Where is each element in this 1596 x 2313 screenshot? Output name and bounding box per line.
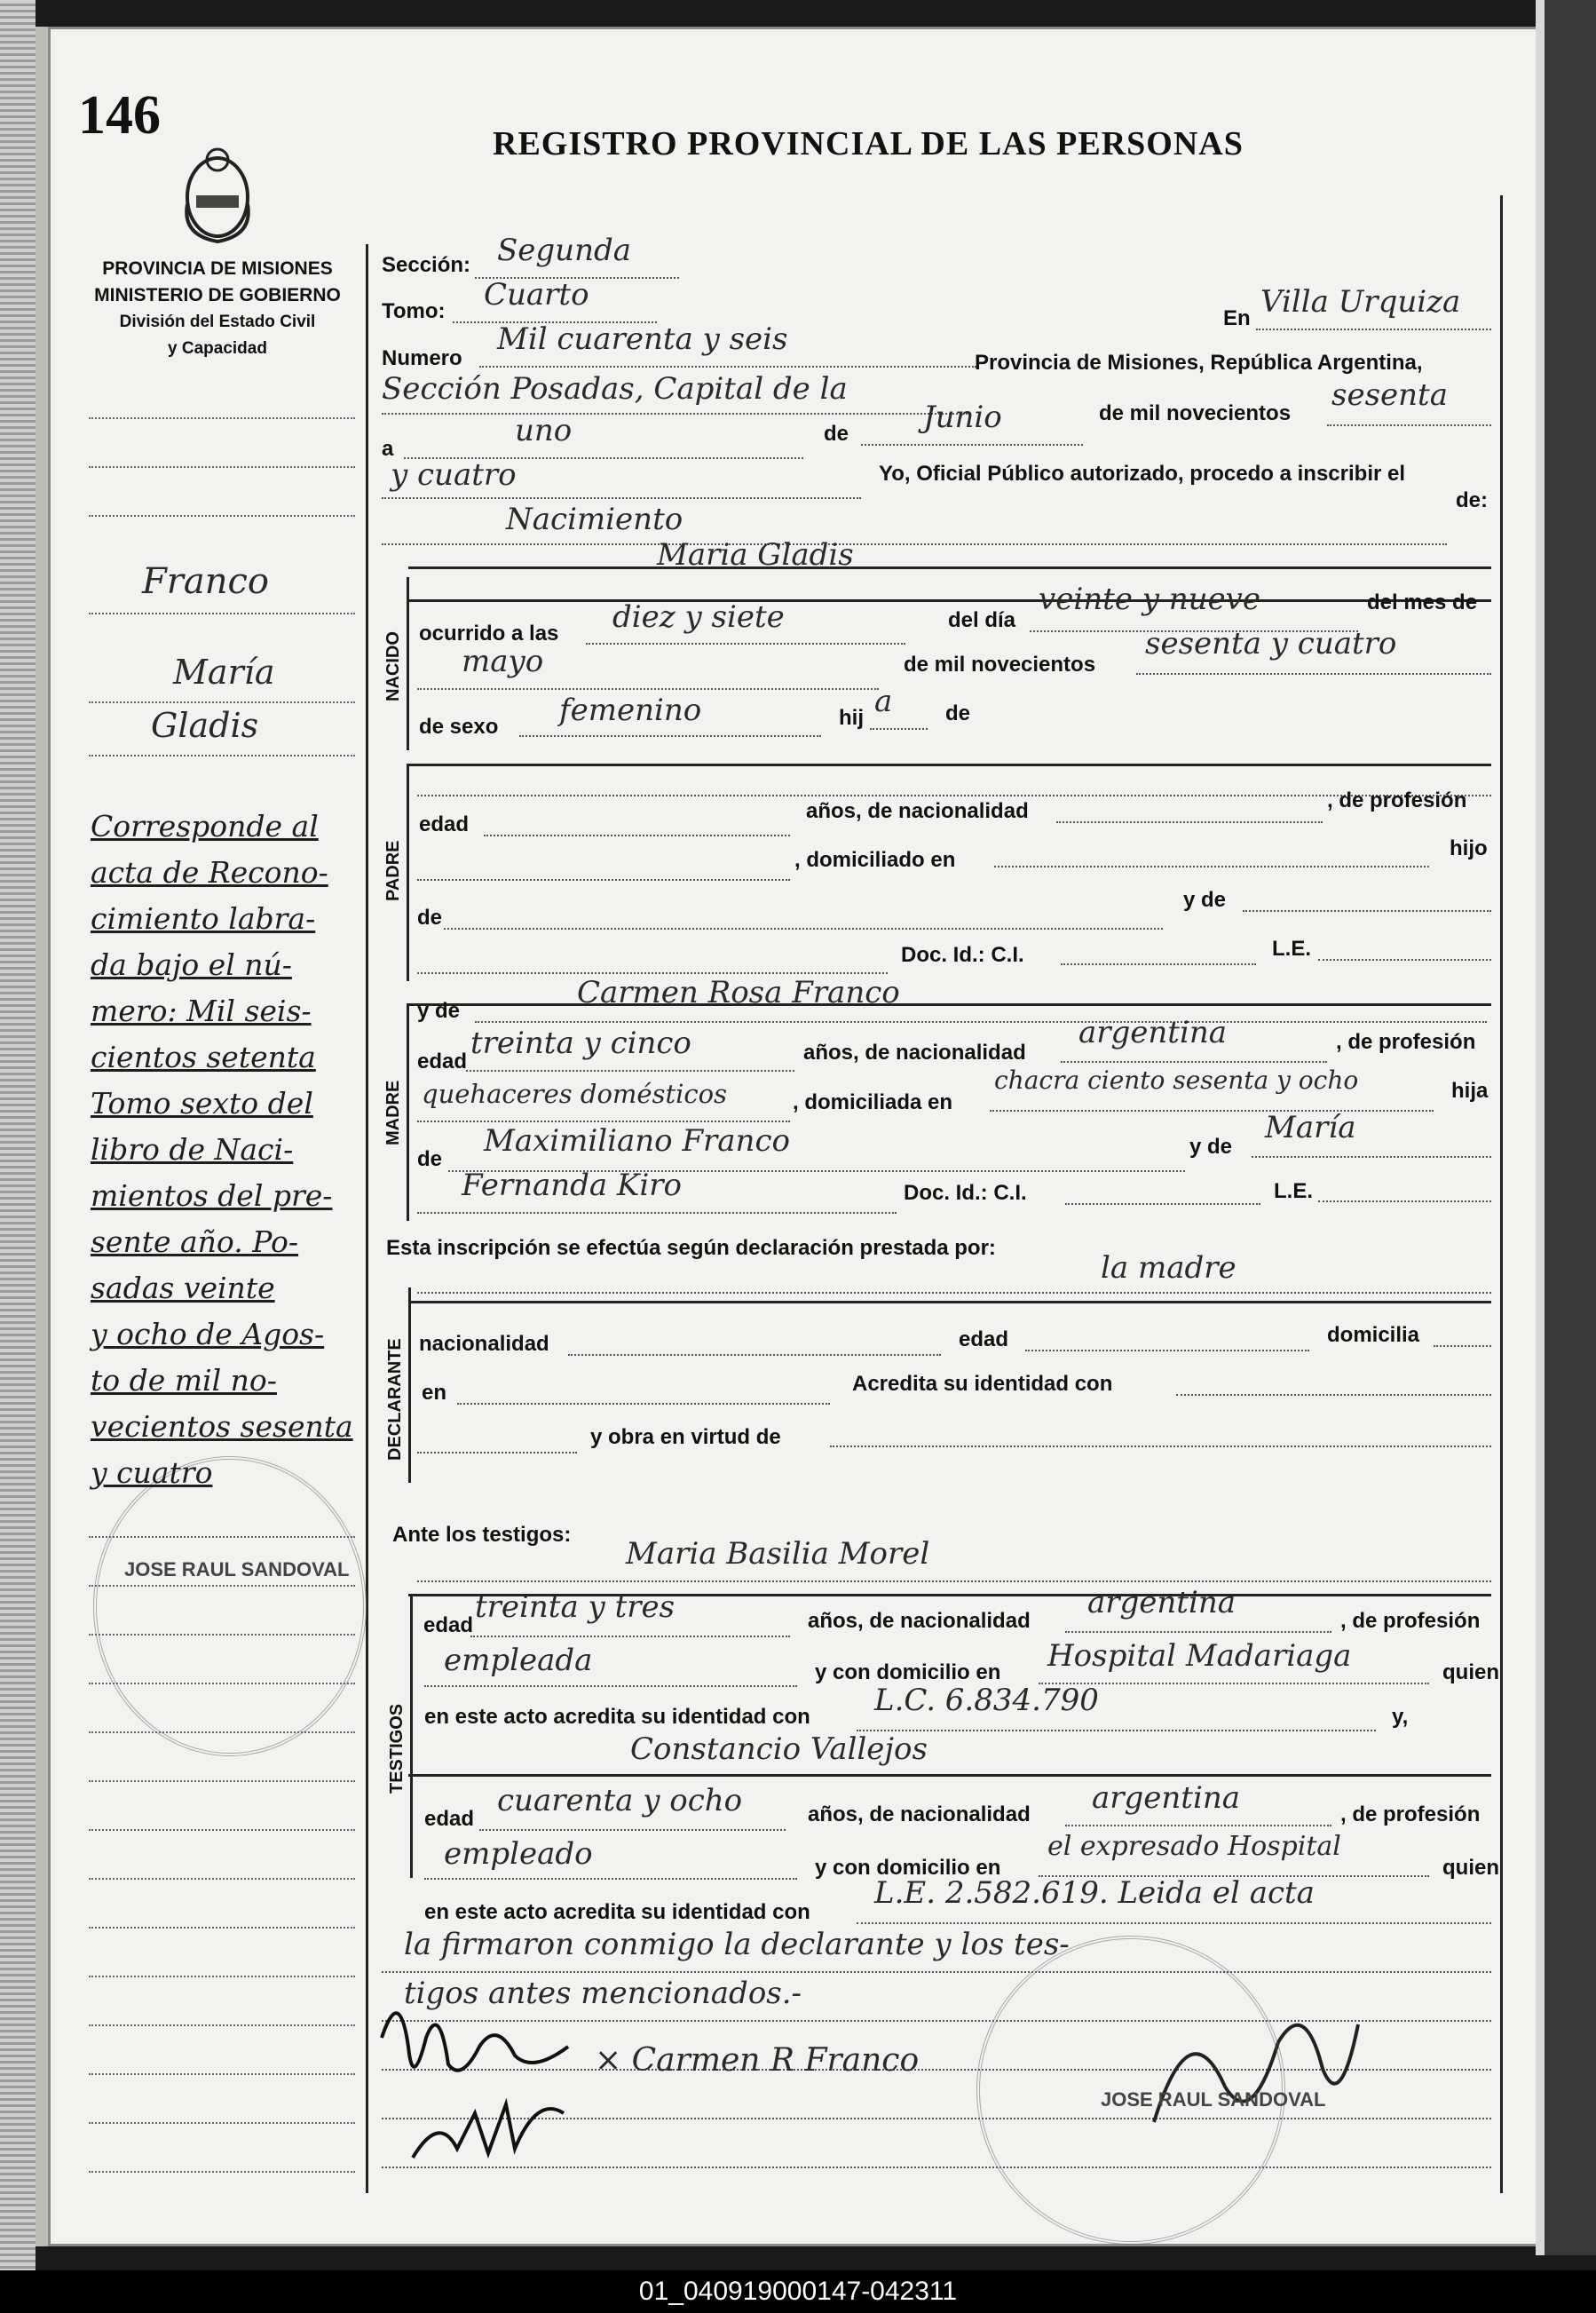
testigo1-doc-value: L.C. 6.834.790 bbox=[874, 1683, 1099, 1718]
madre-edad-label: edad bbox=[417, 1050, 468, 1073]
madre-dom-dotted-line bbox=[990, 1110, 1434, 1112]
padre-hijo-label: hijo bbox=[1450, 836, 1488, 860]
en-value: Villa Urquiza bbox=[1260, 284, 1461, 320]
margin-dotted-line bbox=[89, 466, 355, 468]
testigos-intro: Ante los testigos: bbox=[392, 1523, 572, 1547]
madre-y-de2-label: y de bbox=[1189, 1135, 1233, 1159]
madre-edad-value: treinta y cinco bbox=[470, 1026, 691, 1061]
padre-le-label: L.E. bbox=[1272, 937, 1312, 961]
margin-note-line: y cuatro bbox=[91, 1455, 213, 1490]
numero-value: Mil cuarenta y seis bbox=[497, 321, 788, 357]
testigo1-nacionalidad-value: argentina bbox=[1087, 1585, 1237, 1620]
ocurrido-label: ocurrido a las bbox=[419, 622, 559, 646]
margin-given-name-1: María bbox=[173, 653, 275, 692]
adjacent-page-edge bbox=[1536, 0, 1596, 2255]
hour-dotted-line bbox=[586, 643, 905, 645]
ministry-line-division: División del Estado Civil bbox=[119, 313, 316, 331]
madre-de-label: de bbox=[417, 1147, 443, 1171]
margin-dotted-line bbox=[89, 1878, 355, 1880]
testigo1-edad-value: treinta y tres bbox=[475, 1589, 676, 1625]
section-label-madre: MADRE bbox=[383, 1080, 403, 1145]
madre-doc-label: Doc. Id.: C.I. bbox=[904, 1181, 1027, 1205]
margin-given-name-2: Gladis bbox=[151, 706, 259, 745]
section-label-testigos: TESTIGOS bbox=[387, 1703, 407, 1794]
testigo1-acredita-label: en este acto acredita su identidad con bbox=[424, 1705, 810, 1729]
en-label: En bbox=[1223, 306, 1251, 330]
month-dotted-line bbox=[861, 444, 1083, 446]
de-end-label: de: bbox=[1456, 488, 1488, 512]
testigo1-y-label: y, bbox=[1392, 1705, 1409, 1729]
padre-prof-dotted-line bbox=[417, 879, 790, 881]
right-border bbox=[1500, 195, 1503, 2193]
ministry-line-province: PROVINCIA DE MISIONES bbox=[102, 258, 333, 279]
declarante-dotted-line bbox=[417, 1292, 1491, 1294]
padre-anos-label: años, de nacionalidad bbox=[806, 799, 1029, 823]
footer-code: 01_040919000147-042311 bbox=[0, 2270, 1596, 2313]
testigo1-edad-dotted-line bbox=[470, 1636, 790, 1637]
declarante-divider bbox=[408, 1287, 411, 1483]
margin-dotted-line bbox=[89, 2024, 355, 2026]
declarante-en-dotted-line bbox=[457, 1403, 830, 1405]
testigo1-quien-label: quien bbox=[1442, 1660, 1499, 1684]
testigo2-nac-dotted-line bbox=[1065, 1825, 1331, 1826]
numero-dotted-line bbox=[479, 366, 976, 368]
declarante-edad-label: edad bbox=[959, 1327, 1009, 1351]
testigo2-doc-dotted-line bbox=[857, 1922, 1491, 1924]
margin-dotted-line bbox=[89, 515, 355, 517]
document-title: REGISTRO PROVINCIAL DE LAS PERSONAS bbox=[493, 125, 1244, 162]
padre-le-dotted-line bbox=[1318, 959, 1491, 961]
year-value: sesenta bbox=[1331, 377, 1448, 413]
en-dotted-line bbox=[1256, 329, 1491, 330]
declarante-acredita-dotted-line bbox=[1176, 1394, 1491, 1396]
madre-domicilio-value: chacra ciento sesenta y ocho bbox=[994, 1065, 1359, 1095]
declarante-value: la madre bbox=[1101, 1250, 1237, 1286]
testigo1-anos-label: años, de nacionalidad bbox=[808, 1609, 1031, 1633]
margin-dotted-line bbox=[89, 1780, 355, 1782]
section-label-declarante: DECLARANTE bbox=[385, 1338, 405, 1461]
madre-domiciliada-label: , domiciliada en bbox=[793, 1090, 953, 1114]
madre-madre-value-cont: Fernanda Kiro bbox=[462, 1168, 683, 1203]
signature-mother: × Carmen R Franco bbox=[595, 2042, 920, 2079]
madre-divider bbox=[407, 1003, 409, 1221]
margin-note-line: to de mil no- bbox=[91, 1363, 277, 1398]
madre-le-dotted-line bbox=[1318, 1200, 1491, 1202]
margin-note-line: cimiento labra- bbox=[91, 901, 316, 936]
margin-dotted-line bbox=[89, 1927, 355, 1929]
margin-note-line: mientos del pre- bbox=[91, 1178, 333, 1213]
margin-dotted-line bbox=[89, 701, 355, 703]
testigo1-profesion-value: empleada bbox=[444, 1643, 593, 1678]
padre-divider bbox=[407, 764, 409, 981]
hij-value: a bbox=[874, 684, 893, 719]
provincia-label: Provincia de Misiones, República Argentina, bbox=[975, 351, 1423, 375]
testigo2-doc-value: L.E. 2.582.619. Leida el acta bbox=[874, 1875, 1315, 1911]
margin-note-line: libro de Naci- bbox=[91, 1132, 294, 1167]
declarante-intro: Esta inscripción se efectúa según declaración prestada por: bbox=[386, 1236, 996, 1260]
margin-dotted-line bbox=[89, 1829, 355, 1831]
padre-doc-dotted-line bbox=[1061, 963, 1256, 965]
testigo1-edad-label: edad bbox=[423, 1613, 474, 1637]
acto-dotted-line bbox=[382, 543, 1447, 545]
testigo2-domicilio-label: y con domicilio en bbox=[815, 1856, 1001, 1880]
margin-surname: Franco bbox=[142, 561, 269, 602]
testigo1-prof-dotted-line bbox=[424, 1685, 797, 1687]
sexo-value: femenino bbox=[559, 693, 702, 728]
hour-value: diez y siete bbox=[612, 599, 785, 635]
declarante-line-dotted bbox=[417, 1452, 577, 1454]
padre-profesion-label: , de profesión bbox=[1327, 788, 1467, 812]
madre-y-de-label: y de bbox=[417, 999, 461, 1023]
margin-dotted-line bbox=[89, 2171, 355, 2173]
padre-nac-dotted-line bbox=[1056, 821, 1323, 823]
padre-dom-dotted-line bbox=[994, 866, 1429, 867]
padre-edad-label: edad bbox=[419, 812, 470, 836]
seal-left-name: JOSE RAUL SANDOVAL bbox=[124, 1558, 350, 1580]
margin-dotted-line bbox=[89, 1976, 355, 1977]
madre-madre-value: María bbox=[1265, 1110, 1356, 1145]
declarante-dom-dotted-line bbox=[1434, 1345, 1491, 1347]
padre-doc-label: Doc. Id.: C.I. bbox=[901, 943, 1024, 967]
padre-edad-dotted-line bbox=[484, 835, 790, 836]
oficial-label: Yo, Oficial Público autorizado, procedo a inscribir el bbox=[879, 462, 1406, 486]
testigo1-profesion-label: , de profesión bbox=[1340, 1609, 1481, 1633]
madre-profesion-label: , de profesión bbox=[1336, 1030, 1476, 1054]
tomo-label: Tomo: bbox=[382, 299, 446, 323]
page-number: 146 bbox=[78, 85, 161, 146]
rule-nacido-top bbox=[408, 566, 1491, 569]
testigo1-name: Maria Basilia Morel bbox=[626, 1536, 930, 1572]
testigo2-edad-dotted-line bbox=[479, 1829, 786, 1831]
seccion-label: Sección: bbox=[382, 253, 471, 277]
testigo2-profesion-value: empleado bbox=[444, 1836, 593, 1872]
ministry-line-ministry: MINISTERIO DE GOBIERNO bbox=[94, 285, 341, 305]
nacido-de-label: de bbox=[945, 701, 971, 725]
acto-value: Nacimiento bbox=[506, 502, 683, 537]
rule-declarante-top bbox=[408, 1301, 1491, 1303]
testigo2-nacionalidad-value: argentina bbox=[1092, 1780, 1241, 1816]
testigo2-edad-label: edad bbox=[424, 1807, 475, 1831]
margin-annotation bbox=[91, 804, 353, 1496]
testigo2-acredita-label: en este acto acredita su identidad con bbox=[424, 1900, 810, 1924]
birth-year-dotted-line bbox=[1136, 673, 1491, 675]
margin-dotted-line bbox=[89, 417, 355, 419]
margin-dotted-line bbox=[89, 1731, 355, 1733]
padre-y-de-dotted-line bbox=[1243, 910, 1491, 912]
declarante-acredita-label: Acredita su identidad con bbox=[852, 1372, 1113, 1396]
ministry-block bbox=[84, 256, 351, 362]
testigo2-edad-value: cuarenta y ocho bbox=[497, 1783, 743, 1818]
madre-padre-value: Maximiliano Franco bbox=[484, 1123, 790, 1159]
birth-year-value: sesenta y cuatro bbox=[1145, 626, 1397, 661]
registered-name: Maria Gladis bbox=[657, 537, 854, 573]
madre-name-value: Carmen Rosa Franco bbox=[577, 975, 900, 1010]
del-dia-label: del día bbox=[948, 608, 1016, 632]
signature-official-icon bbox=[404, 2078, 599, 2175]
margin-note-line: y ocho de Agos- bbox=[91, 1317, 325, 1351]
month-value: Junio bbox=[923, 400, 1002, 435]
madre-doc-dotted-line bbox=[1065, 1203, 1260, 1205]
closing-line-1: la firmaron conmigo la declarante y los tes- bbox=[404, 1927, 1070, 1962]
madre-madre-dotted-line bbox=[1252, 1156, 1491, 1158]
madre-hija-label: hija bbox=[1451, 1079, 1489, 1103]
margin-dotted-line bbox=[89, 1585, 355, 1587]
margin-dotted-line bbox=[89, 613, 355, 614]
year-cont-dotted-line bbox=[382, 497, 861, 499]
testigo1-domicilio-label: y con domicilio en bbox=[815, 1660, 1001, 1684]
closing-line-2: tigos antes mencionados.- bbox=[404, 1976, 802, 2011]
padre-y-de-label: y de bbox=[1183, 888, 1227, 912]
day-value: uno bbox=[515, 413, 573, 448]
margin-dotted-line bbox=[89, 1634, 355, 1636]
testigo1-name-dotted-line bbox=[417, 1580, 1491, 1582]
testigo2-quien-label: quien bbox=[1442, 1856, 1499, 1880]
section-label-nacido: NACIDO bbox=[383, 631, 403, 701]
testigo2-prof-dotted-line bbox=[424, 1878, 797, 1880]
de-label: de bbox=[824, 422, 849, 446]
nacido-divider bbox=[407, 577, 409, 750]
hij-label: hij bbox=[839, 706, 864, 730]
tomo-value: Cuarto bbox=[484, 277, 589, 313]
margin-dotted-line bbox=[89, 2073, 355, 2075]
official-seal-left bbox=[93, 1456, 367, 1756]
madre-anos-label: años, de nacionalidad bbox=[803, 1041, 1026, 1065]
padre-domiciliado-label: , domiciliado en bbox=[794, 848, 956, 872]
madre-profesion-value: quehaceres domésticos bbox=[422, 1079, 727, 1109]
birth-day-value: veinte y nueve bbox=[1039, 582, 1260, 617]
declarante-domicilio-label: domicilia bbox=[1327, 1323, 1420, 1347]
declarante-nac-dotted-line bbox=[568, 1354, 941, 1356]
testigo2-name: Constancio Vallejos bbox=[630, 1731, 928, 1767]
madre-name-dotted-line bbox=[475, 1021, 1487, 1023]
birth-year-label: de mil novecientos bbox=[904, 653, 1096, 677]
rule-testigos-mid bbox=[408, 1774, 1491, 1777]
margin-divider bbox=[366, 244, 368, 2193]
margin-note-line: sente año. Po- bbox=[91, 1224, 299, 1259]
margin-note-line: Tomo sexto del bbox=[91, 1086, 313, 1121]
place-dotted-line bbox=[382, 413, 968, 415]
book-spine bbox=[0, 0, 36, 2313]
padre-parents-dotted-line bbox=[444, 928, 1163, 930]
testigo1-domicilio-value: Hospital Madariaga bbox=[1047, 1638, 1352, 1674]
del-mes-label: del mes de bbox=[1367, 590, 1478, 614]
seal-right-name: JOSE RAUL SANDOVAL bbox=[1101, 2088, 1326, 2111]
declarante-en-label: en bbox=[422, 1381, 447, 1405]
madre-le-label: L.E. bbox=[1274, 1179, 1314, 1203]
margin-dotted-line bbox=[89, 755, 355, 756]
testigo2-anos-label: años, de nacionalidad bbox=[808, 1802, 1031, 1826]
madre-prof-dotted-line bbox=[417, 1121, 790, 1122]
birth-month-value: mayo bbox=[462, 644, 544, 679]
closing-1-dotted-line bbox=[382, 1971, 1491, 1973]
margin-note-line: acta de Recono- bbox=[91, 855, 328, 890]
sexo-dotted-line bbox=[519, 735, 821, 737]
year-label: de mil novecientos bbox=[1099, 401, 1292, 425]
hij-dotted-line bbox=[870, 728, 928, 730]
seccion-value: Segunda bbox=[497, 233, 632, 268]
coat-of-arms-icon bbox=[173, 142, 262, 249]
testigo1-doc-dotted-line bbox=[857, 1730, 1376, 1731]
rule-nacido-inner bbox=[408, 599, 1491, 602]
madre-edad-dotted-line bbox=[466, 1070, 794, 1072]
declarante-edad-dotted-line bbox=[1025, 1350, 1309, 1351]
madre-nacionalidad-value: argentina bbox=[1078, 1015, 1228, 1050]
rule-madre-top bbox=[408, 1003, 1491, 1006]
year-value-cont: y cuatro bbox=[391, 457, 517, 493]
sexo-label: de sexo bbox=[419, 715, 499, 739]
margin-dotted-line bbox=[89, 2122, 355, 2124]
year-dotted-line bbox=[1327, 424, 1491, 426]
madre-madre-cont-dotted-line bbox=[417, 1212, 897, 1214]
margin-note-line: vecientos sesenta bbox=[91, 1409, 353, 1444]
padre-line-dotted bbox=[417, 972, 888, 974]
numero-label: Numero bbox=[382, 346, 462, 370]
place-value: Sección Posadas, Capital de la bbox=[382, 371, 848, 407]
rule-padre-top bbox=[408, 764, 1491, 766]
declarante-obra-label: y obra en virtud de bbox=[590, 1425, 781, 1449]
a-label: a bbox=[382, 437, 394, 461]
testigo1-nac-dotted-line bbox=[1065, 1631, 1331, 1633]
birth-month-dotted-line bbox=[417, 688, 879, 690]
testigo2-profesion-label: , de profesión bbox=[1340, 1802, 1481, 1826]
margin-note-line: sadas veinte bbox=[91, 1271, 275, 1305]
testigos-divider bbox=[410, 1594, 413, 1878]
margin-dotted-line bbox=[89, 1536, 355, 1538]
margin-note-line: Corresponde al bbox=[91, 809, 319, 844]
padre-de-label: de bbox=[417, 906, 443, 930]
declarante-nacionalidad-label: nacionalidad bbox=[419, 1332, 549, 1356]
declarante-obra-dotted-line bbox=[830, 1446, 1491, 1447]
margin-note-line: mero: Mil seis- bbox=[91, 994, 312, 1028]
madre-nac-dotted-line bbox=[1061, 1061, 1327, 1063]
margin-note-line: da bajo el nú- bbox=[91, 947, 292, 982]
testigo2-domicilio-value: el expresado Hospital bbox=[1047, 1831, 1341, 1862]
section-label-padre: PADRE bbox=[383, 840, 403, 901]
ministry-line-capacity: y Capacidad bbox=[168, 339, 267, 358]
margin-dotted-line bbox=[89, 1683, 355, 1684]
margin-note-line: cientos setenta bbox=[91, 1040, 316, 1074]
